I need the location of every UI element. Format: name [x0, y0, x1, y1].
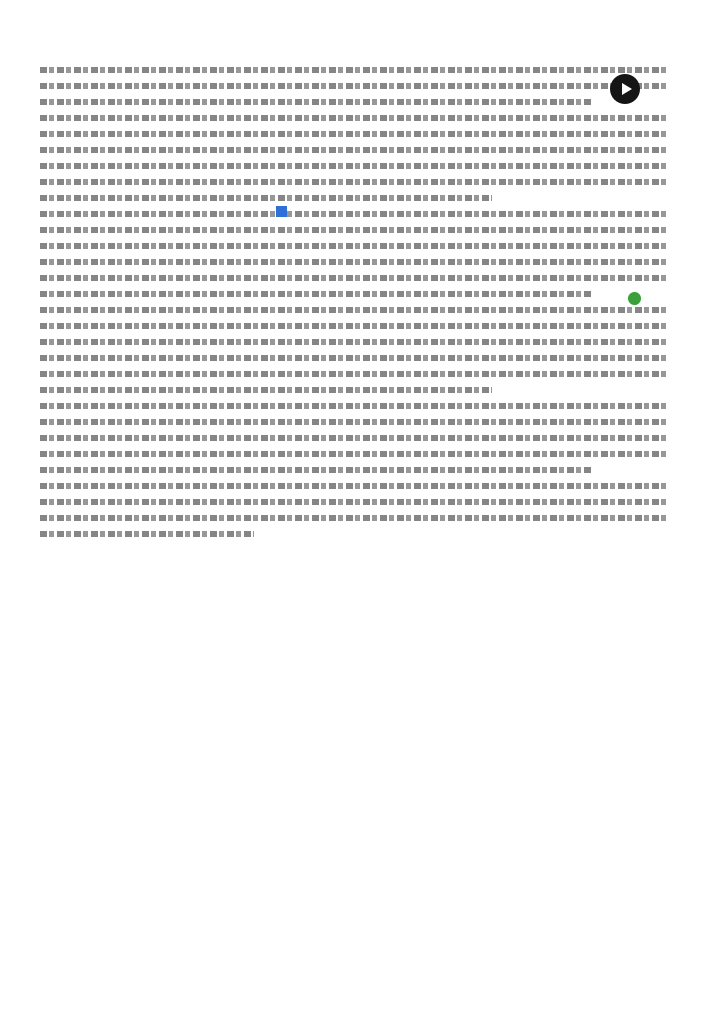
text-line — [40, 158, 668, 174]
text-line — [40, 142, 668, 158]
text-line — [40, 398, 668, 414]
text-line — [40, 350, 668, 366]
text-line — [40, 462, 668, 478]
square-icon — [276, 206, 287, 217]
circle-icon — [628, 292, 641, 305]
text-line — [40, 494, 668, 510]
text-line — [40, 366, 668, 382]
garbled-text-block — [40, 62, 668, 542]
play-icon — [610, 74, 640, 104]
text-line — [40, 446, 668, 462]
text-line — [40, 430, 668, 446]
text-line — [40, 318, 668, 334]
text-line — [40, 270, 668, 286]
text-line — [40, 110, 668, 126]
text-line — [40, 206, 668, 222]
text-line — [40, 286, 668, 302]
text-line — [40, 254, 668, 270]
text-line — [40, 94, 668, 110]
text-line — [40, 478, 668, 494]
text-line — [40, 334, 668, 350]
text-line — [40, 62, 668, 78]
text-line — [40, 78, 668, 94]
text-line — [40, 526, 668, 542]
text-line — [40, 174, 668, 190]
text-line — [40, 126, 668, 142]
text-line — [40, 238, 668, 254]
text-line — [40, 382, 668, 398]
text-line — [40, 510, 668, 526]
text-line — [40, 222, 668, 238]
text-line — [40, 414, 668, 430]
text-line — [40, 190, 668, 206]
text-line — [40, 302, 668, 318]
